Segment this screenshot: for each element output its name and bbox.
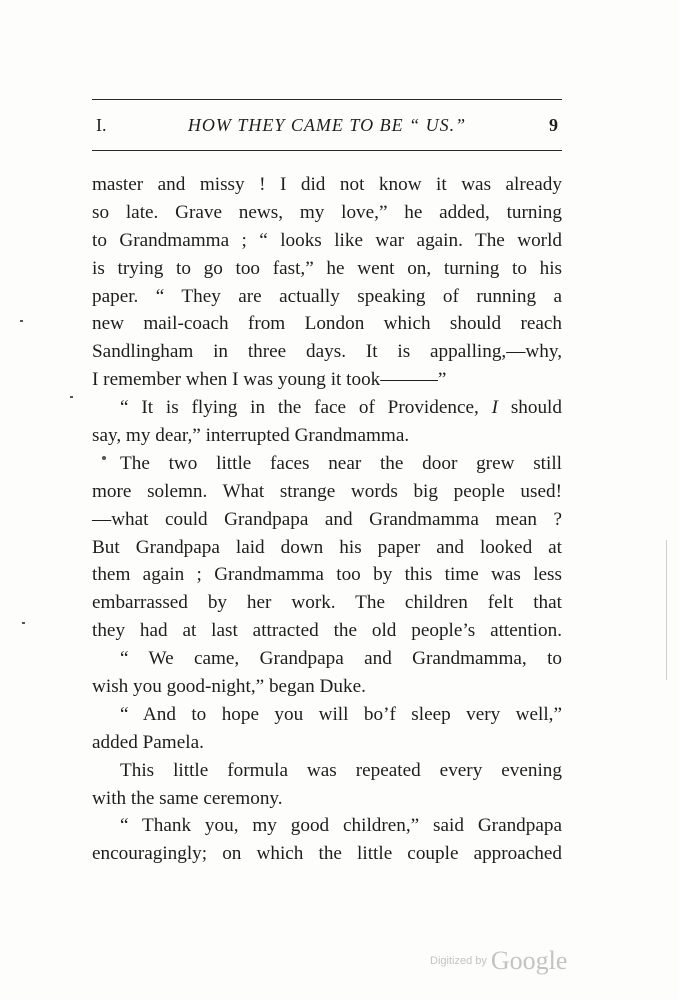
text-line: say, my dear,” interrupted Grandmamma. <box>92 425 410 447</box>
text-line: Sandlingham in three days. It is appalling,—why, <box>92 341 562 363</box>
watermark-prefix: Digitized by <box>430 955 487 967</box>
text-line: more solemn. What strange words big people used! <box>92 480 562 502</box>
text-line: wish you good-night,” began Duke. <box>92 676 366 698</box>
text-line: The two little faces near the door grew still <box>120 452 562 474</box>
header-bottom-rule <box>92 150 562 151</box>
text-line: “ And to hope you will bo’f sleep very well,” <box>120 703 562 725</box>
scan-speck <box>20 320 23 322</box>
digitized-watermark <box>430 946 567 976</box>
text-line: “ We came, Grandpapa and Grandmamma, to <box>120 648 562 670</box>
text-line: they had at last attracted the old people’s attention. <box>92 620 562 642</box>
text-line: new mail-coach from London which should reach <box>92 313 562 335</box>
text-line: This little formula was repeated every evening <box>120 759 562 781</box>
page-number: 9 <box>549 115 558 135</box>
text-line: to Grandmamma ; “ looks like war again. The world <box>92 229 562 251</box>
text-line: I remember when I was young it took———” <box>92 369 447 391</box>
text-line: so late. Grave news, my love,” he added, turning <box>92 201 562 223</box>
scan-speck <box>22 622 25 624</box>
text-line: master and missy ! I did not know it was already <box>92 174 562 195</box>
text-line: paper. “ They are actually speaking of running a <box>92 285 562 307</box>
scan-speck <box>70 396 73 398</box>
text-line: “ It is flying in the face of Providence, I should <box>120 397 562 419</box>
body-text <box>92 171 562 868</box>
running-header <box>92 111 562 139</box>
text-line: encouragingly; on which the little couple approached <box>92 843 562 865</box>
text-line: embarrassed by her work. The children felt that <box>92 592 562 614</box>
chapter-number: I. <box>96 115 107 135</box>
text-line: them again ; Grandmamma too by this time was less <box>92 564 562 586</box>
google-logo: Google <box>490 946 568 975</box>
text-line: added Pamela. <box>92 731 204 753</box>
running-title: HOW THEY CAME TO BE “ US.” <box>187 115 467 135</box>
text-line: “ Thank you, my good children,” said Grandpapa <box>120 815 562 837</box>
text-line: with the same ceremony. <box>92 787 283 809</box>
scan-edge-line <box>666 540 667 680</box>
scan-speck <box>102 456 106 460</box>
text-line: is trying to go too fast,” he went on, turning to his <box>92 257 562 279</box>
header-top-rule <box>92 99 562 100</box>
text-line: But Grandpapa laid down his paper and looked at <box>92 536 562 558</box>
text-line: —what could Grandpapa and Grandmamma mean ? <box>92 508 562 530</box>
